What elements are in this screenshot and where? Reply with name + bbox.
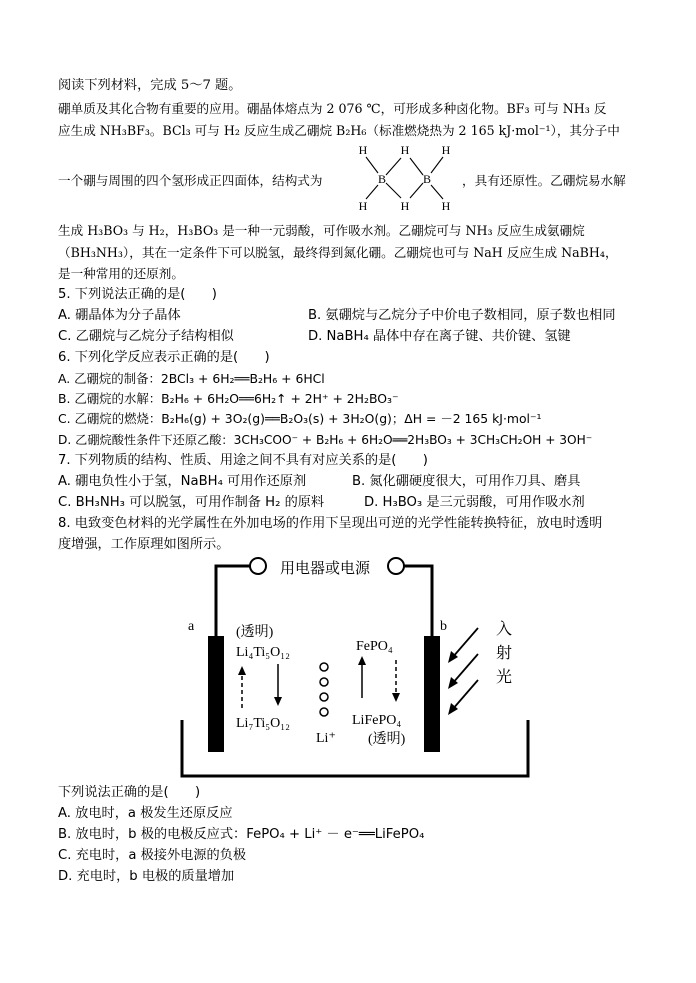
- fepo4-label: FePO₄: [356, 639, 393, 654]
- q7-stem: 7. 下列物质的结构、性质、用途之间不具有对应关系的是( ): [58, 453, 428, 468]
- q7-option-d: D. H₃BO₃ 是三元弱酸，可用作吸水剂: [364, 495, 585, 510]
- q8-stem-2: 度增强，工作原理如图所示。: [58, 537, 230, 552]
- struct-h4: H: [358, 199, 368, 213]
- light-char-3: 光: [496, 669, 513, 686]
- passage-line-2: 应生成 NH₃BF₃。BCl₃ 可与 H₂ 反应生成乙硼烷 B₂H₆（标准燃烧热为 2 165 kJ·mol⁻¹），其分子中: [58, 123, 620, 138]
- struct-h1: H: [358, 143, 368, 157]
- q5-option-a: A. 硼晶体为分子晶体: [58, 308, 181, 323]
- passage-line-6: 是一种常用的还原剂。: [58, 266, 184, 281]
- source-label: 用电器或电源: [280, 561, 371, 577]
- struct-b1: B: [377, 172, 387, 186]
- battery-diagram: [170, 552, 540, 784]
- q7-option-a: A. 硼电负性小于氢，NaBH₄ 可用作还原剂: [58, 474, 307, 489]
- q6-option-b: B. 乙硼烷的水解：B₂H₆ + 6H₂O══6H₂↑ + 2H⁺ + 2H₂BO₃⁻: [58, 391, 399, 406]
- passage-line-1: 硼单质及其化合物有重要的应用。硼晶体熔点为 2 076 ℃，可形成多种卤化物。BF₃ 可与 NH₃ 反: [58, 101, 607, 116]
- electrode-b-label: b: [440, 619, 447, 634]
- q5-stem: 5. 下列说法正确的是( ): [58, 287, 217, 302]
- q5-option-c: C. 乙硼烷与乙烷分子结构相似: [58, 329, 234, 344]
- struct-b2: B: [422, 172, 432, 186]
- q8-option-c: C. 充电时，a 极接外电源的负极: [58, 848, 247, 863]
- q5-option-d: D. NaBH₄ 晶体中存在离子键、共价键、氢键: [308, 329, 571, 344]
- q8-option-a: A. 放电时，a 极发生还原反应: [58, 806, 233, 821]
- struct-h3: H: [441, 143, 451, 157]
- q6-option-a: A. 乙硼烷的制备：2BCl₃ + 6H₂══B₂H₆ + 6HCl: [58, 371, 325, 386]
- light-char-1: 入: [496, 621, 513, 638]
- passage-line-3a: 一个硼与周围的四个氢形成正四面体，结构式为: [58, 173, 323, 188]
- lifepo4-label: LiFePO₄: [352, 713, 402, 728]
- struct-h2: H: [400, 143, 410, 157]
- terminal-right: [388, 558, 404, 574]
- diborane-structure: [348, 140, 458, 216]
- q6-option-c: C. 乙硼烷的燃烧：B₂H₆(g) + 3O₂(g)══B₂O₃(s) + 3H₂O(g)；ΔH = －2 165 kJ·mol⁻¹: [58, 411, 542, 426]
- electrode-b: [424, 636, 440, 752]
- q5-option-b: B. 氨硼烷与乙烷分子中价电子数相同，原子数也相同: [308, 308, 616, 323]
- passage-line-3b: ，具有还原性。乙硼烷易水解: [462, 173, 626, 188]
- passage-line-5: （BH₃NH₃），其在一定条件下可以脱氢，最终得到氮化硼。乙硼烷也可与 NaH 反应生成 NaBH₄，: [58, 245, 618, 260]
- q8-option-d: D. 充电时，b 电极的质量增加: [58, 869, 235, 884]
- q8-option-b: B. 放电时，b 极的电极反应式：FePO₄ + Li⁺ － e⁻══LiFePO₄: [58, 827, 425, 842]
- passage-heading: 阅读下列材料，完成 5～7 题。: [58, 78, 242, 93]
- passage-line-4: 生成 H₃BO₃ 与 H₂，H₃BO₃ 是一种一元弱酸，可作吸水剂。乙硼烷可与 NH₃ 反应生成氨硼烷: [58, 223, 585, 238]
- q7-option-b: B. 氮化硼硬度很大，可用作刀具、磨具: [352, 474, 581, 489]
- electrode-a-label: a: [188, 619, 195, 634]
- light-char-2: 射: [496, 645, 513, 662]
- li4ti5o12-label: Li₄Ti₅O₁₂: [236, 645, 291, 660]
- terminal-left: [250, 558, 266, 574]
- q7-option-c: C. BH₃NH₃ 可以脱氢，可用作制备 H₂ 的原料: [58, 495, 325, 510]
- struct-h5: H: [400, 199, 410, 213]
- q8-question: 下列说法正确的是( ): [58, 785, 201, 800]
- electrode-a: [208, 636, 224, 752]
- struct-h6: H: [441, 199, 451, 213]
- transparent-right: (透明): [368, 732, 406, 747]
- transparent-left: (透明): [236, 625, 274, 640]
- q6-option-d: D. 乙硼烷酸性条件下还原乙酸：3CH₃COO⁻ + B₂H₆ + 6H₂O══2H₃BO₃ + 3CH₃CH₂OH + 3OH⁻: [58, 433, 593, 447]
- li-ion-label: Li⁺: [316, 731, 336, 746]
- q6-stem: 6. 下列化学反应表示正确的是( ): [58, 350, 270, 365]
- q8-stem-1: 8. 电致变色材料的光学属性在外加电场的作用下呈现出可逆的光学性能转换特征，放电时透明: [58, 516, 603, 531]
- li7ti5o12-label: Li₇Ti₅O₁₂: [236, 716, 291, 731]
